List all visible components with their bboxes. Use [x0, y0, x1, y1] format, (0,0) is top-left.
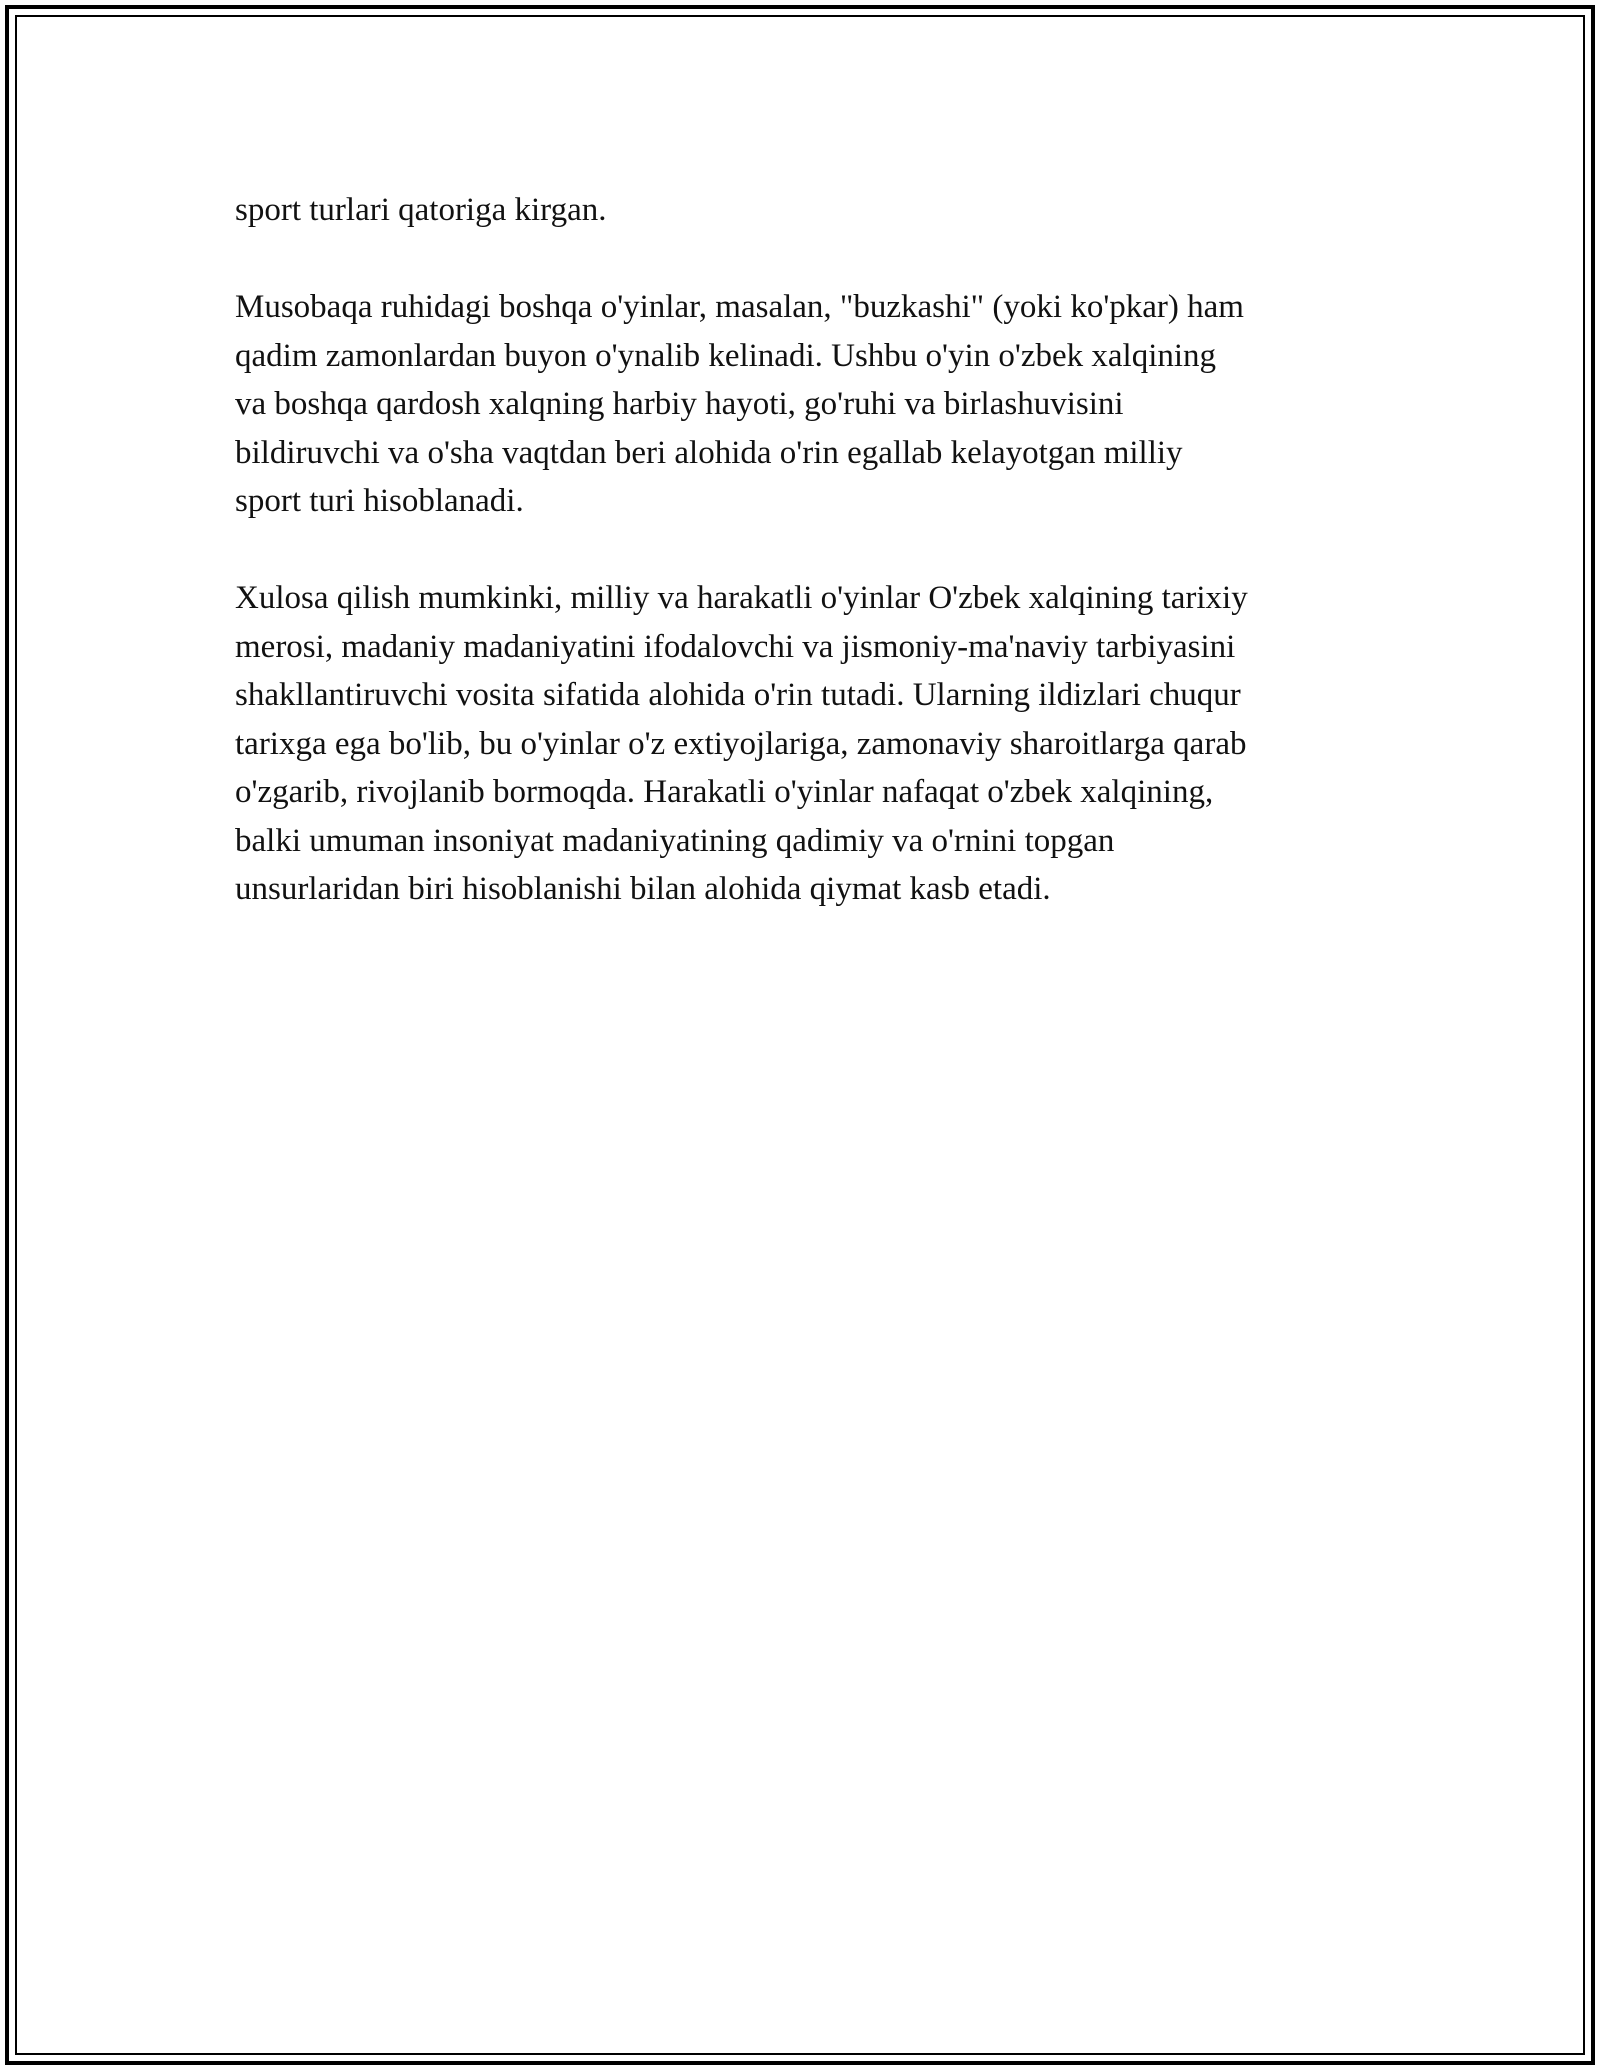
paragraph-conclusion: Xulosa qilish mumkinki, milliy va harakatli o'yinlar O'zbek xalqining tarixiy merosi, madaniy madaniyatini ifodalovchi va jismoniy-ma'naviy tarbiyasini shakllantiruvchi vosita sifatida alohida o'rin tutadi. Ularning ildizlari chuqur tarixga ega bo'lib, bu o'yinlar o'z extiyojlariga, zamonaviy sharoitlarga qarab o'zgarib, rivojlanib bormoqda. Harakatli o'yinlar nafaqat o'zbek xalqining, balki umuman insoniyat madaniyatining qadimiy va o'rnini topgan unsurlaridan biri hisoblanishi bilan alohida qiymat kasb etadi. — [235, 580, 1248, 907]
paragraph-continuation: sport turlari qatoriga kirgan. — [235, 192, 607, 228]
document-body — [235, 186, 1365, 914]
paragraph-buzkashi: Musobaqa ruhidagi boshqa o'yinlar, masalan, "buzkashi" (yoki ko'pkar) ham qadim zamonlardan buyon o'ynalib kelinadi. Ushbu o'yin o'zbek xalqining va boshqa qardosh xalqning harbiy hayoti, go'ruhi va birlashuvisini bildiruvchi va o'sha vaqtdan beri alohida o'rin egallab kelayotgan milliy sport turi hisoblanadi. — [235, 289, 1244, 519]
